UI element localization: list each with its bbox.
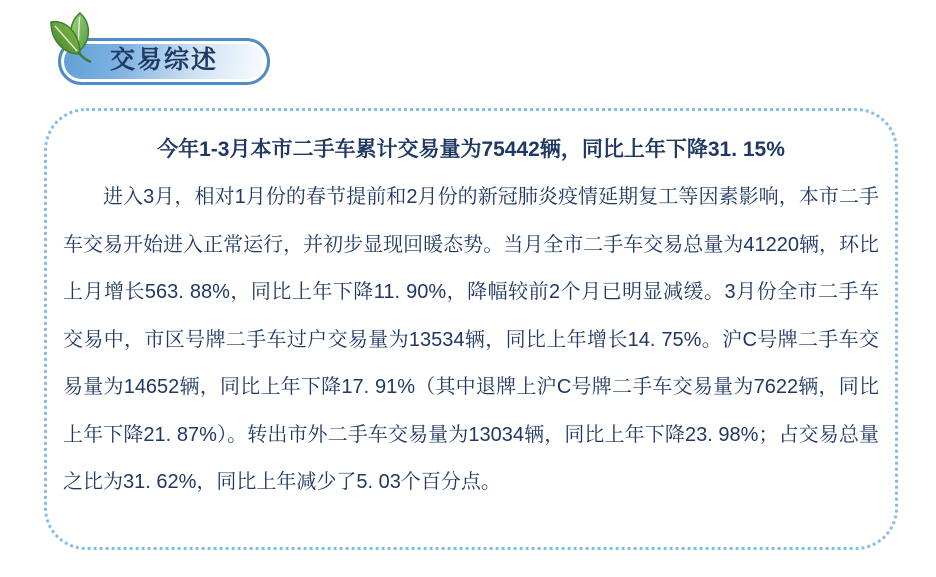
section-header-label: 交易综述 [109, 46, 218, 74]
summary-title: 今年1-3月本市二手车累计交易量为75442辆，同比上年下降31. 15% [157, 138, 785, 161]
summary-box [44, 108, 898, 550]
summary-paragraph: 进入3月，相对1月份的春节提前和2月份的新冠肺炎疫情延期复工等因素影响，本市二手车交易开始进入正常运行，并初步显现回暖态势。当月全市二手车交易总量为41220辆，环比上月增长563. 88%，同比上年下降11. 90%，降幅较前2个月已明显减缓。3月份全市二手车交易中，市区号牌二手车过户交易量为13534辆，同比上年增长14. 75%。沪C号牌二手车交易量为14652辆，同比上年下降17. 91%（其中退牌上沪C号牌二手车交易量为7622辆，同比上年下降21. 87%）。转出市外二手车交易量为13034辆，同比上年下降23. 98%；占交易总量之比为31. 62%，同比上年减少了5. 03个百分点。 [63, 186, 879, 493]
leaf-icon [44, 10, 108, 70]
